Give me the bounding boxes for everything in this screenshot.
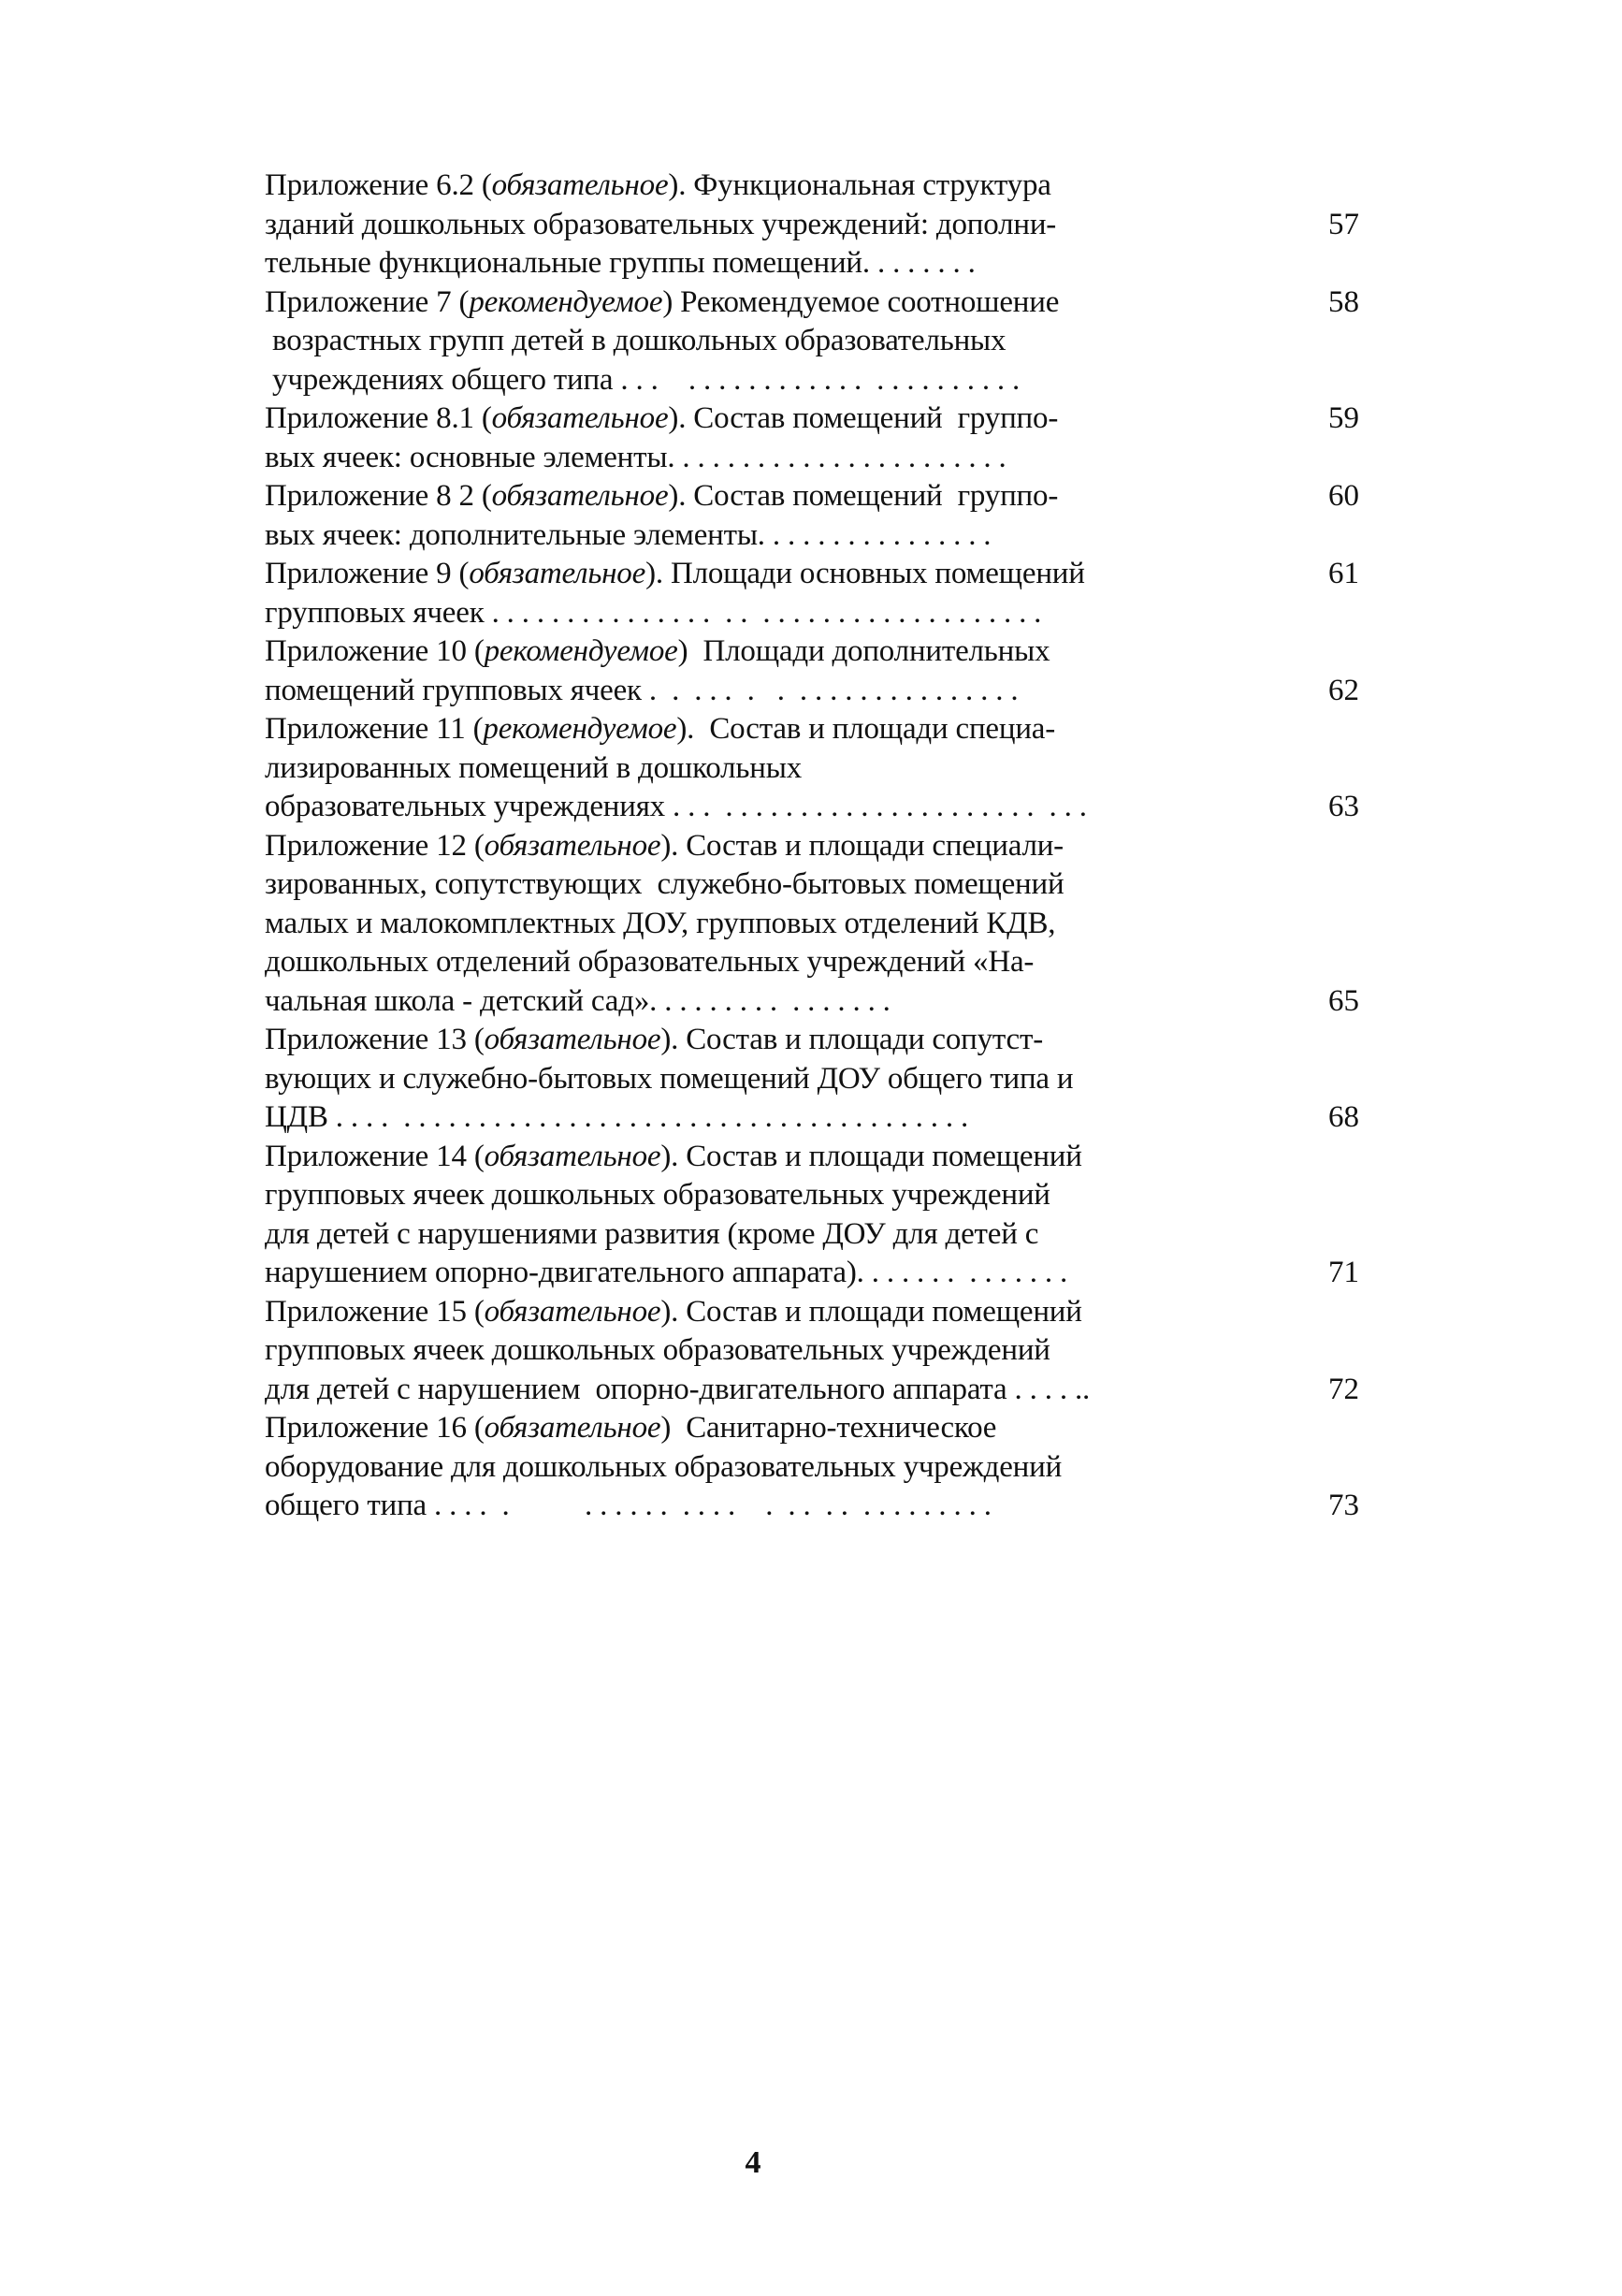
toc-entry-text [265, 167, 1163, 283]
toc-line [265, 244, 1163, 283]
toc-line-text-rest: ) Площади дополнительных [677, 634, 1050, 668]
toc-entry [265, 710, 1378, 827]
toc-line [265, 982, 1163, 1022]
toc-line-text: Приложение 14 ( [265, 1139, 485, 1173]
toc-line [265, 1487, 1163, 1526]
toc-line-text: дошкольных отделений образовательных учреждений «На- [265, 945, 1035, 979]
toc-line-text: Приложение 13 ( [265, 1023, 485, 1056]
toc-line-text: Приложение 8.1 ( [265, 401, 492, 435]
toc-line [265, 710, 1163, 749]
toc-line-status: обязательное [484, 1023, 661, 1056]
toc-entry-text [265, 1021, 1163, 1138]
toc-line-status: обязательное [484, 1294, 661, 1329]
toc-page-number: 73 [1328, 1489, 1359, 1522]
toc-entry [265, 1021, 1378, 1138]
toc-line-text: Приложение 15 ( [265, 1294, 485, 1329]
toc-line-text: зированных, сопутствующих служебно-бытовых помещений [265, 867, 1064, 901]
toc-line-text-rest: ) Санитарно-техническое [660, 1411, 997, 1445]
toc-line [265, 1293, 1163, 1332]
toc-line [265, 1138, 1163, 1177]
toc-line-text: Приложение 12 ( [265, 828, 485, 863]
toc-line-text-rest: ). Состав и площади специа- [676, 712, 1056, 746]
toc-line-text: для детей с нарушениями развития (кроме ДОУ для детей с [265, 1216, 1039, 1251]
toc-entry-text [265, 400, 1163, 477]
toc-line [265, 516, 1163, 556]
toc-entry-text [265, 632, 1163, 710]
toc-line-status: обязательное [484, 828, 661, 863]
toc-line-status: обязательное [491, 168, 669, 202]
toc-entry [265, 477, 1378, 555]
toc-line [265, 1176, 1163, 1215]
toc-line-text: Приложение 16 ( [265, 1411, 485, 1445]
toc-line-status: рекомендуемое [469, 284, 663, 319]
toc-entry-text [265, 1293, 1163, 1410]
toc-line-text-rest: ). Состав и площади помещений [660, 1139, 1082, 1173]
toc-line [265, 632, 1163, 672]
toc-page-number: 72 [1328, 1372, 1359, 1406]
toc-line [265, 400, 1163, 439]
toc-page-number: 59 [1328, 401, 1359, 435]
toc-line-text-rest: ). Состав помещений группо- [668, 401, 1059, 435]
toc-line-text: Приложение 11 ( [265, 712, 484, 746]
toc-line-text: тельные функциональные группы помещений. . . . . . . . [265, 246, 976, 280]
toc-line [265, 477, 1163, 516]
toc-line-text: Приложение 8 2 ( [265, 479, 492, 513]
toc-line-text: образовательных учреждениях . . . . . . . . . . . . . . . . . . . . . . . . . . . [265, 790, 1087, 823]
toc-entry-text [265, 710, 1163, 827]
toc-line [265, 206, 1163, 245]
toc-line-text: Приложение 7 ( [265, 284, 470, 319]
toc-entry-text [265, 1409, 1163, 1526]
toc-line-text: оборудование для дошкольных образовательных учреждений [265, 1449, 1063, 1484]
toc-line [265, 167, 1163, 206]
toc-line [265, 322, 1163, 361]
toc-page-number: 60 [1328, 479, 1359, 513]
toc-line [265, 361, 1163, 400]
toc-line [265, 1371, 1163, 1410]
toc-line [265, 1409, 1163, 1448]
toc-line-text-rest: ) Рекомендуемое соотношение [662, 284, 1060, 319]
toc-line [265, 439, 1163, 478]
toc-line-text: вых ячеек: основные элементы. . . . . . . . . . . . . . . . . . . . . . . [265, 440, 1007, 474]
toc-line-text: лизированных помещений в дошкольных [265, 750, 803, 785]
toc-entry [265, 1138, 1378, 1293]
toc-line-text: для детей с нарушением опорно-двигательного аппарата . . . . .. [265, 1372, 1091, 1406]
toc-line-status: обязательное [491, 479, 669, 513]
toc-line-text: вующих и служебно-бытовых помещений ДОУ общего типа и [265, 1061, 1074, 1096]
toc-line-text: групповых ячеек дошкольных образовательных учреждений [265, 1178, 1050, 1212]
toc-line [265, 1254, 1163, 1293]
toc-entry [265, 827, 1378, 1022]
toc-entry [265, 1293, 1378, 1410]
toc-line [265, 749, 1163, 789]
toc-entry [265, 555, 1378, 632]
toc-line [265, 283, 1163, 323]
toc-line [265, 594, 1163, 633]
toc-entry [265, 400, 1378, 477]
toc-entry-text [265, 1138, 1163, 1293]
toc-line-text: Приложение 6.2 ( [265, 168, 492, 202]
table-of-contents [265, 167, 1378, 1526]
toc-line-status: обязательное [484, 1411, 661, 1445]
page-number: 4 [745, 2145, 761, 2180]
toc-entry [265, 283, 1378, 400]
toc-entry-text [265, 283, 1163, 400]
toc-entry [265, 1409, 1378, 1526]
toc-line-text-rest: ). Состав и площади сопутст- [660, 1023, 1044, 1056]
toc-line-text: чальная школа - детский сад». . . . . . . . . . . . . . . . [265, 983, 891, 1018]
toc-line [265, 1098, 1163, 1138]
toc-line [265, 827, 1163, 866]
toc-line-text: групповых ячеек дошкольных образовательных учреждений [265, 1333, 1050, 1367]
toc-line-text: малых и малокомплектных ДОУ, групповых отделений КДВ, [265, 906, 1056, 940]
toc-line-status: обязательное [484, 1139, 661, 1173]
toc-line-text: нарушением опорно-двигательного аппарата). . . . . . . . . . . . . . [265, 1256, 1068, 1289]
toc-page-number: 63 [1328, 790, 1359, 823]
toc-line-text: ЦДВ . . . . . . . . . . . . . . . . . . . . . . . . . . . . . . . . . . . . . . . . . . [265, 1100, 969, 1134]
toc-line-text-rest: ). Состав и площади помещений [660, 1294, 1082, 1329]
toc-line [265, 1215, 1163, 1255]
toc-line-text: учреждениях общего типа . . . . . . . . . . . . . . . . . . . . . . . . . [265, 362, 1021, 397]
toc-line-text: возрастных групп детей в дошкольных образовательных [265, 324, 1007, 357]
toc-line-text-rest: ). Состав помещений группо- [668, 479, 1059, 513]
toc-entry [265, 632, 1378, 710]
toc-line-text: общего типа . . . . . . . . . . . . . . . . . . . . . . . . . . . . . [265, 1489, 992, 1522]
toc-line-text-rest: ). Состав и площади специали- [660, 828, 1064, 863]
toc-line [265, 1331, 1163, 1371]
toc-line-text: Приложение 10 ( [265, 634, 485, 668]
toc-line-text: групповых ячеек . . . . . . . . . . . . . . . . . . . . . . . . . . . . . . . . . . . . [265, 595, 1042, 630]
toc-line-status: обязательное [469, 557, 646, 590]
toc-page-number: 57 [1328, 207, 1359, 241]
toc-entry [265, 167, 1378, 283]
toc-line [265, 1448, 1163, 1488]
toc-entry-text [265, 555, 1163, 632]
toc-page-number: 58 [1328, 284, 1359, 319]
toc-line-status: рекомендуемое [484, 634, 678, 668]
toc-page-number: 71 [1328, 1256, 1359, 1289]
toc-entry-text [265, 827, 1163, 1022]
toc-line [265, 943, 1163, 982]
toc-line-text: вых ячеек: дополнительные элементы. . . . . . . . . . . . . . . . [265, 517, 992, 552]
toc-line-text-rest: ). Функциональная структура [668, 168, 1051, 202]
toc-line-text: зданий дошкольных образовательных учреждений: дополни- [265, 207, 1057, 241]
toc-line-text: Приложение 9 ( [265, 557, 470, 590]
toc-line-status: рекомендуемое [483, 712, 677, 746]
toc-line [265, 1060, 1163, 1099]
toc-page-number: 61 [1328, 557, 1359, 590]
toc-page-number: 62 [1328, 673, 1359, 707]
toc-page-number: 68 [1328, 1100, 1359, 1134]
toc-line [265, 1021, 1163, 1060]
toc-line [265, 865, 1163, 905]
toc-line-text-rest: ). Площади основных помещений [645, 557, 1085, 590]
toc-line [265, 555, 1163, 594]
toc-line-text: помещений групповых ячеек . . . . . . . . . . . . . . . . . . . . . . [265, 673, 1019, 707]
toc-line [265, 905, 1163, 944]
toc-page-number: 65 [1328, 983, 1359, 1018]
toc-entry-text [265, 477, 1163, 555]
toc-line [265, 672, 1163, 711]
toc-line-status: обязательное [491, 401, 669, 435]
toc-line [265, 788, 1163, 827]
